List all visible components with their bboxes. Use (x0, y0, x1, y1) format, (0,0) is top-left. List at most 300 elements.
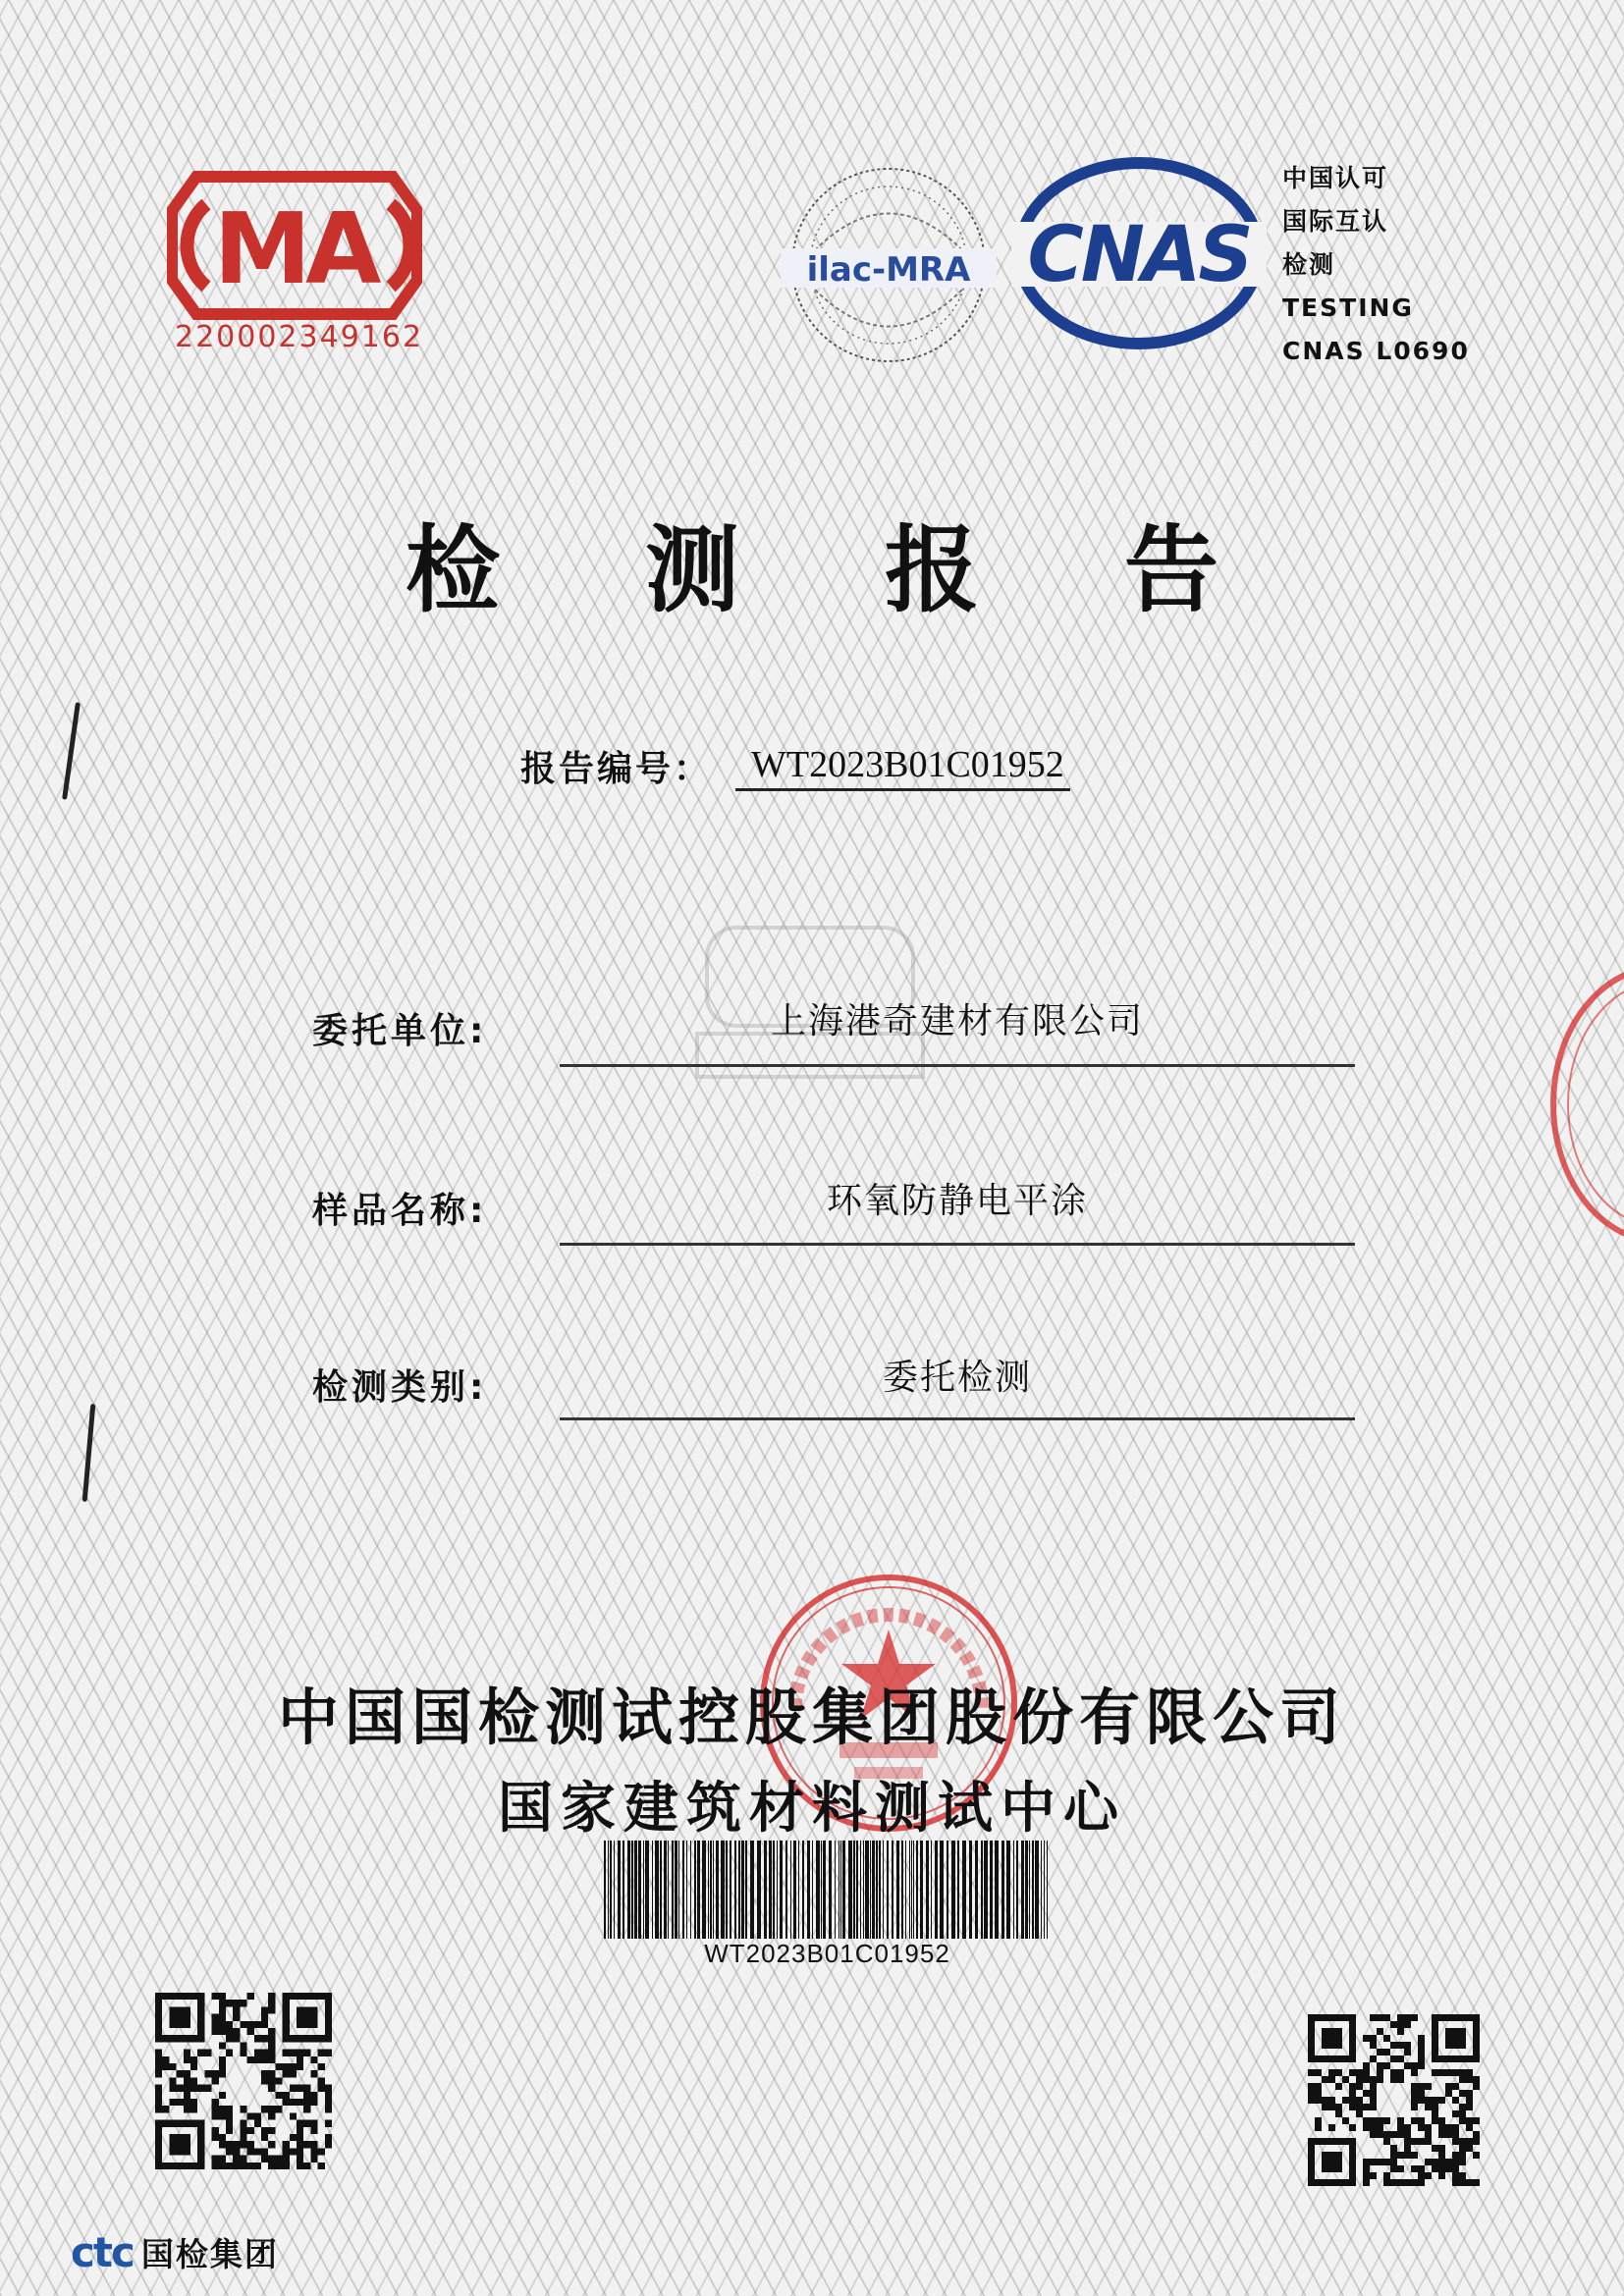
qr-module (219, 2141, 226, 2148)
barcode-bar (750, 1841, 754, 1939)
qr-module (219, 2021, 226, 2028)
barcode-bar (1047, 1841, 1048, 1939)
qr-module (1459, 2028, 1466, 2035)
qr-module (1383, 2172, 1390, 2179)
ctc-mark-icon: ctc (71, 2228, 134, 2276)
qr-module (261, 2070, 268, 2077)
qr-module (219, 2134, 226, 2141)
qr-module (1411, 2014, 1418, 2021)
qr-module (162, 2063, 169, 2070)
qr-module (1315, 2014, 1322, 2021)
qr-module (1452, 2131, 1459, 2138)
barcode-bar (860, 1841, 861, 1939)
qr-module (1390, 2152, 1397, 2159)
qr-module (1390, 2056, 1397, 2062)
qr-module (1459, 2076, 1466, 2083)
qr-module (219, 2070, 226, 2077)
qr-module (1356, 2069, 1363, 2076)
barcode-bar (990, 1841, 993, 1939)
qr-module (325, 2050, 332, 2056)
qr-module (1322, 2104, 1328, 2110)
qr-module (1328, 2035, 1335, 2042)
qr-module (261, 2134, 268, 2141)
qr-module (1377, 2159, 1383, 2165)
qr-module (297, 2120, 303, 2127)
cnas-line-4: TESTING (1282, 294, 1414, 322)
qr-module (1308, 2028, 1315, 2035)
qr-module (1308, 2145, 1315, 2152)
qr-module (283, 2035, 290, 2042)
barcode-bar (916, 1841, 918, 1939)
barcode-bar (694, 1841, 696, 1939)
organization-name: 中国国检测试控股集团股份有限公司 (277, 1682, 1346, 1753)
qr-module (197, 2156, 204, 2163)
qr-module (1432, 2056, 1438, 2062)
qr-module (1418, 2090, 1425, 2097)
qr-module (197, 2085, 204, 2092)
qr-module (184, 2134, 190, 2141)
qr-module (1390, 2076, 1397, 2083)
qr-module (1418, 2056, 1425, 2062)
qr-module (1315, 2097, 1322, 2104)
qr-module (190, 2085, 197, 2092)
qr-module (1425, 2131, 1432, 2138)
qr-module (184, 1993, 190, 2000)
qr-module (212, 2163, 219, 2169)
barcode-bar (764, 1841, 767, 1939)
barcode-bar (840, 1841, 841, 1939)
qr-module (275, 2092, 282, 2099)
qr-module (1377, 2117, 1383, 2124)
qr-module (1445, 2083, 1452, 2090)
qr-module (1473, 2083, 1480, 2090)
qr-module (190, 2099, 197, 2106)
qr-module (275, 2077, 282, 2084)
barcode-bar (730, 1841, 731, 1939)
qr-module (219, 2042, 226, 2049)
barcode-bar (879, 1841, 881, 1939)
qr-module (1390, 2159, 1397, 2165)
cma-number: 220002349162 (175, 320, 424, 354)
qr-module (283, 2000, 290, 2006)
qr-module (169, 2035, 176, 2042)
client-underline (560, 1064, 1355, 1067)
qr-module (1466, 2104, 1473, 2110)
qr-module (1397, 2014, 1404, 2021)
qr-module (1452, 2056, 1459, 2062)
qr-module (197, 2148, 204, 2155)
qr-module (261, 2035, 268, 2042)
qr-module (254, 2163, 261, 2169)
qr-module (1445, 2090, 1452, 2097)
qr-module (1438, 2117, 1445, 2124)
qr-module (261, 2050, 268, 2056)
qr-module (226, 2163, 233, 2169)
qr-module (1466, 2179, 1473, 2186)
barcode-bar (870, 1841, 871, 1939)
qr-module (1466, 2076, 1473, 2083)
qr-module (1322, 2014, 1328, 2021)
qr-module (1308, 2179, 1315, 2186)
qr-module (318, 2163, 325, 2169)
qr-module (1335, 2138, 1342, 2145)
qr-module (1328, 2014, 1335, 2021)
qr-module (325, 2035, 332, 2042)
qr-module (233, 2000, 240, 2006)
barcode-bar (798, 1841, 799, 1939)
qr-module (1452, 2152, 1459, 2159)
qr-module (177, 2163, 184, 2169)
qr-module (1363, 2117, 1370, 2124)
qr-module (1315, 2117, 1322, 2124)
qr-module (1328, 2104, 1335, 2110)
qr-module (1411, 2104, 1418, 2110)
client-value: 上海港奇建材有限公司 (770, 1001, 1144, 1041)
qr-module (155, 2156, 162, 2163)
qr-module (1308, 2069, 1315, 2076)
qr-module (1397, 2165, 1404, 2172)
barcode-bar (962, 1841, 966, 1939)
qr-module (1328, 2165, 1335, 2172)
ctc-group-name: 国检集团 (140, 2235, 279, 2273)
qr-module (226, 2000, 233, 2006)
qr-module (1466, 2014, 1473, 2021)
qr-module (1404, 2131, 1411, 2138)
qr-module (1397, 2131, 1404, 2138)
qr-module (1342, 2056, 1349, 2062)
qr-module (303, 2141, 310, 2148)
qr-module (283, 2028, 290, 2035)
svg-text:CNAS: CNAS (1027, 211, 1251, 299)
qr-module (325, 2120, 332, 2127)
sample-value: 环氧防静电平涂 (826, 1181, 1088, 1221)
qr-module (1411, 2069, 1418, 2076)
qr-module (1445, 2069, 1452, 2076)
qr-module (1308, 2035, 1315, 2042)
qr-module (303, 2120, 310, 2127)
qr-module (297, 2156, 303, 2163)
qr-module (1432, 2145, 1438, 2152)
report-number-label: 报告编号： (520, 749, 713, 789)
qr-module (1459, 2138, 1466, 2145)
qr-module (1349, 2172, 1356, 2179)
qr-module (1349, 2014, 1356, 2021)
qr-module (1418, 2042, 1425, 2049)
qr-module (1404, 2021, 1411, 2028)
qr-module (1390, 2069, 1397, 2076)
qr-module (1315, 2056, 1322, 2062)
qr-module (268, 2141, 275, 2148)
qr-module (310, 2014, 317, 2021)
qr-module (1363, 2076, 1370, 2083)
qr-module (254, 2056, 261, 2063)
qr-module (283, 1993, 290, 2000)
qr-module (268, 2085, 275, 2092)
qr-module (233, 2141, 240, 2148)
qr-module (1383, 2062, 1390, 2069)
barcode-bar (660, 1841, 662, 1939)
qr-module (303, 1993, 310, 2000)
qr-module (1349, 2083, 1356, 2090)
qr-module (1370, 2083, 1377, 2090)
qr-module (212, 2014, 219, 2021)
qr-module (297, 2063, 303, 2070)
qr-module (1459, 2110, 1466, 2117)
qr-module (1322, 2179, 1328, 2186)
qr-module (283, 2021, 290, 2028)
qr-module (1335, 2165, 1342, 2172)
qr-module (204, 2050, 211, 2056)
qr-module (1383, 2049, 1390, 2056)
qr-module (261, 2014, 268, 2021)
qr-module (1322, 2028, 1328, 2035)
qr-module (184, 2021, 190, 2028)
qr-module (169, 2006, 176, 2013)
qr-module (212, 2077, 219, 2084)
qr-module (1335, 2179, 1342, 2186)
qr-module (1445, 2042, 1452, 2049)
qr-module (303, 2085, 310, 2092)
qr-module (283, 2063, 290, 2070)
qr-module (184, 2006, 190, 2013)
qr-module (1363, 2165, 1370, 2172)
barcode-bar (969, 1841, 972, 1939)
qr-module (1473, 2131, 1480, 2138)
qr-module (240, 2050, 246, 2056)
qr-module (1452, 2138, 1459, 2145)
qr-module (1328, 2124, 1335, 2131)
qr-module (1466, 2069, 1473, 2076)
qr-module (184, 2092, 190, 2099)
barcode-icon (604, 1841, 1051, 1939)
qr-module (1335, 2056, 1342, 2062)
qr-code-right-icon (1308, 2014, 1480, 2186)
qr-module (303, 2014, 310, 2021)
qr-module (219, 2000, 226, 2006)
qr-module (1322, 2159, 1328, 2165)
title-char: 测 (645, 515, 739, 625)
qr-module (1418, 2083, 1425, 2090)
qr-module (1370, 2014, 1377, 2021)
qr-module (197, 2127, 204, 2134)
qr-module (184, 2050, 190, 2056)
qr-module (184, 2070, 190, 2077)
qr-module (1459, 2014, 1466, 2021)
barcode-bar (1032, 1841, 1034, 1939)
qr-module (310, 2056, 317, 2063)
qr-module (219, 2112, 226, 2119)
barcode-bar (690, 1841, 691, 1939)
qr-module (1322, 2035, 1328, 2042)
qr-module (1438, 2165, 1445, 2172)
qr-module (1383, 2035, 1390, 2042)
qr-module (1308, 2172, 1315, 2179)
qr-module (290, 2134, 297, 2141)
barcode-bar (931, 1841, 932, 1939)
qr-module (1322, 2042, 1328, 2049)
qr-module (290, 2085, 297, 2092)
barcode-bar (713, 1841, 714, 1939)
qr-module (1308, 2097, 1315, 2104)
qr-module (283, 2014, 290, 2021)
qr-module (1390, 2131, 1397, 2138)
qr-module (184, 2148, 190, 2155)
barcode-bar (1025, 1841, 1028, 1939)
qr-module (1404, 2042, 1411, 2049)
qr-module (1370, 2097, 1377, 2104)
barcode-bar (829, 1841, 832, 1939)
barcode-bar (901, 1841, 903, 1939)
barcode-bar (655, 1841, 659, 1939)
qr-module (318, 2085, 325, 2092)
qr-module (184, 2085, 190, 2092)
barcode-bar (984, 1841, 988, 1939)
barcode-bar (634, 1841, 637, 1939)
qr-module (1473, 2035, 1480, 2042)
barcode-bar (721, 1841, 725, 1939)
qr-module (303, 2006, 310, 2013)
qr-module (1322, 2138, 1328, 2145)
qr-module (1349, 2042, 1356, 2049)
qr-module (177, 2014, 184, 2021)
qr-module (1473, 2056, 1480, 2062)
qr-module (1459, 2056, 1466, 2062)
qr-module (1370, 2090, 1377, 2097)
qr-module (1335, 2069, 1342, 2076)
qr-module (155, 2127, 162, 2134)
qr-module (169, 2014, 176, 2021)
barcode-bar (777, 1841, 778, 1939)
qr-module (1432, 2049, 1438, 2056)
qr-module (1445, 2159, 1452, 2165)
qr-module (1438, 2131, 1445, 2138)
qr-module (240, 2042, 246, 2049)
qr-module (1308, 2165, 1315, 2172)
qr-module (310, 2127, 317, 2134)
qr-module (1432, 2021, 1438, 2028)
qr-module (1349, 2097, 1356, 2104)
qr-module (1473, 2117, 1480, 2124)
cnas-accreditation-text (1282, 157, 1508, 373)
qr-module (290, 2148, 297, 2155)
barcode-bar (926, 1841, 929, 1939)
qr-module (1445, 2124, 1452, 2131)
barcode-bar (745, 1841, 747, 1939)
qr-module (162, 2056, 169, 2063)
qr-module (297, 2050, 303, 2056)
qr-module (1322, 2076, 1328, 2083)
qr-module (1432, 2104, 1438, 2110)
qr-module (177, 2099, 184, 2106)
qr-module (1404, 2152, 1411, 2159)
qr-module (212, 2028, 219, 2035)
barcode-bar (816, 1841, 820, 1939)
barcode-bar (682, 1841, 684, 1939)
qr-module (169, 2063, 176, 2070)
qr-module (1349, 2049, 1356, 2056)
qr-module (268, 2028, 275, 2035)
qr-module (1445, 2131, 1452, 2138)
qr-module (233, 2006, 240, 2013)
qr-module (268, 2127, 275, 2134)
qr-module (303, 2021, 310, 2028)
qr-module (247, 2028, 254, 2035)
qr-module (325, 2106, 332, 2112)
report-number-value: WT2023B01C01952 (735, 743, 1070, 791)
barcode-bar (887, 1841, 889, 1939)
barcode-bar (710, 1841, 712, 1939)
qr-module (1383, 2131, 1390, 2138)
svg-text:MA: MA (213, 191, 376, 306)
barcode-bar (769, 1841, 772, 1939)
qr-module (1308, 2083, 1315, 2090)
qr-module (1397, 2124, 1404, 2131)
qr-module (177, 2021, 184, 2028)
barcode-bar (614, 1841, 615, 1939)
qr-module (177, 2141, 184, 2148)
qr-module (261, 2006, 268, 2013)
qr-module (297, 2134, 303, 2141)
qr-module (197, 2163, 204, 2169)
qr-module (1322, 2097, 1328, 2104)
barcode-bar (863, 1841, 864, 1939)
cnas-line-2: 国际互认 (1282, 207, 1389, 236)
qr-module (303, 2092, 310, 2099)
qr-module (177, 2006, 184, 2013)
qr-module (318, 2035, 325, 2042)
qr-module (261, 2077, 268, 2084)
qr-module (1308, 2042, 1315, 2049)
qr-module (155, 2085, 162, 2092)
qr-module (1411, 2090, 1418, 2097)
qr-module (247, 2163, 254, 2169)
barcode-bar (1029, 1841, 1030, 1939)
qr-module (325, 1993, 332, 2000)
qr-module (1397, 2069, 1404, 2076)
barcode-bar (726, 1841, 728, 1939)
qr-module (190, 2106, 197, 2112)
qr-module (190, 2120, 197, 2127)
barcode-bar (821, 1841, 822, 1939)
qr-module (1432, 2097, 1438, 2104)
barcode-bar (780, 1841, 783, 1939)
barcode-bar (623, 1841, 624, 1939)
qr-module (1418, 2097, 1425, 2104)
qr-module (1397, 2076, 1404, 2083)
qr-module (1308, 2152, 1315, 2159)
qr-module (1363, 2090, 1370, 2097)
qr-module (297, 2056, 303, 2063)
qr-module (1397, 2152, 1404, 2159)
qr-module (169, 2085, 176, 2092)
qr-module (1335, 2152, 1342, 2159)
qr-module (290, 2050, 297, 2056)
qr-module (1356, 2110, 1363, 2117)
barcode-number: WT2023B01C01952 (704, 1939, 950, 1968)
qr-module (184, 2120, 190, 2127)
title-char: 检 (406, 515, 500, 625)
qr-module (204, 2085, 211, 2092)
qr-module (197, 2120, 204, 2127)
qr-module (226, 2120, 233, 2127)
qr-module (318, 1993, 325, 2000)
qr-module (1315, 2090, 1322, 2097)
binding-mark (82, 1404, 96, 1502)
qr-module (297, 2148, 303, 2155)
qr-module (1383, 2159, 1390, 2165)
qr-module (1425, 2104, 1432, 2110)
qr-module (1438, 2172, 1445, 2179)
